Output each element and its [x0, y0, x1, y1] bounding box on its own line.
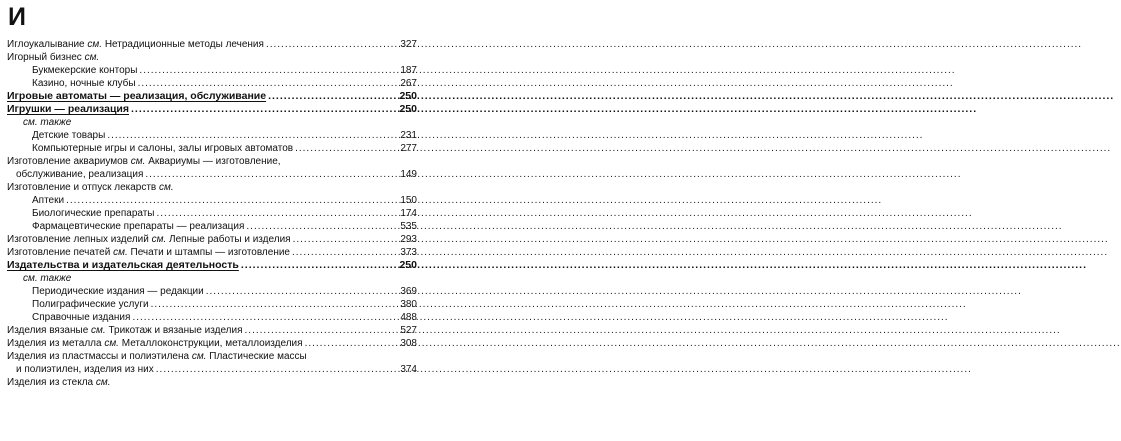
page-number: 187: [400, 65, 417, 76]
index-subentry: [7, 194, 417, 207]
subentry-term: Справочные издания: [32, 312, 131, 323]
subentry-term: Букмекерские конторы: [32, 65, 138, 76]
leader-dots: [292, 246, 398, 259]
see-marker: см.: [159, 182, 174, 193]
leader-dots: [295, 142, 398, 155]
leader-dots: [132, 311, 398, 324]
see-marker: см.: [95, 377, 111, 388]
page-number: 250: [399, 90, 417, 102]
see-marker: см.: [104, 338, 119, 349]
page-number: 277: [400, 143, 417, 154]
see-marker: см.: [151, 234, 167, 245]
entry-term: Изделия из пластмассы и полиэтилена: [7, 351, 192, 362]
heading-term: Игровые автоматы — реализация, обслуживание: [7, 90, 267, 102]
subentry-term: Казино, ночные клубы: [32, 78, 136, 89]
index-subentry: [7, 142, 417, 155]
see-also-marker: см. также: [23, 117, 72, 128]
page-number: 327: [400, 39, 417, 50]
index-entry: [7, 155, 417, 168]
see-marker: см.: [130, 156, 146, 167]
section-letter: И: [8, 3, 26, 31]
index-subentry: [7, 129, 417, 142]
page-number: 373: [400, 247, 417, 258]
entry-reference: Печати и штампы — изготовление: [130, 247, 290, 258]
leader-dots: [66, 194, 398, 207]
leader-dots: [206, 285, 399, 298]
leader-dots: [145, 168, 398, 181]
entry-term: Изделия из стекла: [7, 377, 96, 388]
page-number: 174: [400, 208, 417, 219]
page-number: 150: [400, 195, 417, 206]
leader-dots: [245, 324, 399, 337]
index-subentry: [7, 64, 417, 77]
index-heading-entry: [7, 90, 417, 103]
entry-term: Изготовление печатей: [7, 247, 114, 258]
index-entry: [7, 350, 417, 363]
page-number: 308: [400, 338, 417, 349]
index-entry-continuation: [7, 168, 417, 181]
leader-dots: [156, 363, 399, 376]
page-number: 267: [400, 78, 417, 89]
leader-dots: [241, 259, 398, 272]
index-subentry: [7, 298, 417, 311]
index-subentry: [7, 285, 417, 298]
page-number: 369: [400, 286, 417, 297]
see-also-line: [7, 116, 417, 129]
see-marker: см.: [91, 325, 106, 336]
see-marker: см.: [84, 52, 100, 63]
page-number: 380: [400, 299, 417, 310]
leader-dots: [305, 337, 399, 350]
leader-dots: [107, 129, 398, 142]
index-entry-continuation: [7, 363, 417, 376]
leader-dots: [268, 90, 397, 103]
page-number: 250: [399, 259, 417, 271]
heading-term: Издательства и издательская деятельность: [7, 259, 239, 271]
subentry-term: Периодические издания — редакции: [32, 286, 204, 297]
leader-dots: [139, 64, 398, 77]
leader-dots: [131, 103, 397, 116]
entry-term: Иглоукалывание: [7, 39, 88, 50]
heading-term: Игрушки — реализация: [7, 103, 130, 115]
entry-reference: Пластические массы: [209, 351, 307, 362]
subentry-term: Детские товары: [32, 130, 106, 141]
index-subentry: [7, 207, 417, 220]
entry-reference: Аквариумы — изготовление,: [148, 156, 281, 167]
index-entry: [7, 233, 417, 246]
entry-reference: Лепные работы и изделия: [169, 234, 291, 245]
entry-term: Изделия вязаные: [7, 325, 92, 336]
see-marker: см.: [87, 39, 103, 50]
index-entry: [7, 246, 417, 259]
page-number: 527: [400, 325, 417, 336]
index-entry: [7, 337, 417, 350]
entry-reference: Нетрадиционные методы лечения: [104, 39, 264, 50]
entry-term: Изготовление и отпуск лекарств: [7, 182, 160, 193]
page-number: 374: [400, 364, 417, 375]
index-heading-entry: [7, 103, 417, 116]
leader-dots: [246, 220, 398, 233]
page-number: 149: [400, 169, 417, 180]
entry-term: Изготовление аквариумов: [7, 156, 131, 167]
leader-dots: [151, 298, 399, 311]
see-marker: см.: [113, 247, 128, 258]
entry-reference: Металлоконструкции, металлоизделия: [121, 338, 303, 349]
index-subentry: [7, 220, 417, 233]
subentry-term: Аптеки: [32, 195, 65, 206]
entry-term: Изготовление лепных изделий: [7, 234, 152, 245]
subentry-term: Фармацевтические препараты — реализация: [32, 221, 245, 232]
subentry-term: Биологические препараты: [32, 208, 155, 219]
entry-term: Изделия из металла: [7, 338, 105, 349]
page-number: 488: [400, 312, 417, 323]
leader-dots: [266, 38, 398, 51]
index-page: [0, 0, 425, 441]
index-entry: [7, 51, 417, 64]
subentry-term: Полиграфические услуги: [32, 299, 149, 310]
leader-dots: [157, 207, 399, 220]
leader-dots: [138, 77, 399, 90]
index-subentry: [7, 77, 417, 90]
index-entry: [7, 324, 417, 337]
index-list: [7, 38, 417, 389]
entry-reference: Трикотаж и вязаные изделия: [108, 325, 243, 336]
entry-reference: обслуживание, реализация: [16, 169, 144, 180]
see-also-marker: см. также: [23, 273, 72, 284]
entry-term: Игорный бизнес: [7, 52, 85, 63]
leader-dots: [293, 233, 399, 246]
entry-reference: и полиэтилен, изделия из них: [16, 364, 154, 375]
index-entry: [7, 181, 417, 194]
page-number: 535: [400, 221, 417, 232]
index-heading-entry: [7, 259, 417, 272]
index-subentry: [7, 311, 417, 324]
index-entry: [7, 38, 417, 51]
index-entry: [7, 376, 417, 389]
see-also-line: [7, 272, 417, 285]
subentry-term: Компьютерные игры и салоны, залы игровых автоматов: [32, 143, 294, 154]
page-number: 231: [400, 130, 417, 141]
page-number: 293: [400, 234, 417, 245]
page-number: 250: [399, 103, 417, 115]
see-marker: см.: [191, 351, 207, 362]
